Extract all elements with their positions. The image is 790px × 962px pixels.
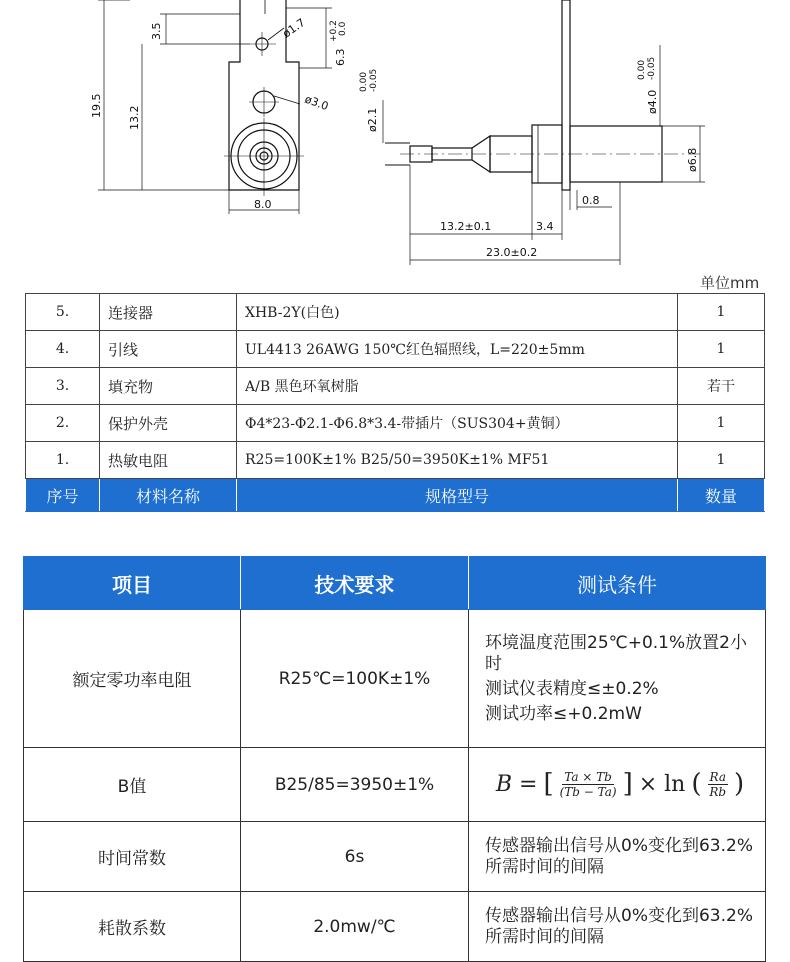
bom-table xyxy=(25,293,765,512)
dim-hole-1-7: ø1.7 xyxy=(280,15,308,41)
dim-0-8: 0.8 xyxy=(582,194,600,207)
item-requirement: R25℃=100K±1% xyxy=(241,610,469,748)
header-requirement: 技术要求 xyxy=(241,557,469,610)
dim-19-5: 19.5 xyxy=(90,93,103,118)
formula-ln: × ln xyxy=(638,772,686,797)
item-name: B值 xyxy=(24,748,241,822)
table-row xyxy=(24,610,766,748)
header-name: 材料名称 xyxy=(100,479,237,512)
unit-label: 单位mm xyxy=(700,274,760,292)
table-row xyxy=(26,331,765,368)
row-name: 填充物 xyxy=(100,368,237,405)
row-spec: UL4413 26AWG 150℃红色辐照线，L=220±5mm xyxy=(237,331,678,368)
row-spec: XHB-2Y(白色) xyxy=(237,294,678,331)
spec-header-row xyxy=(24,557,766,610)
item-condition xyxy=(469,610,766,748)
formula-denominator-2: Rb xyxy=(709,785,727,799)
dim-13-2-vertical: 13.2 xyxy=(128,105,141,130)
item-requirement: B25/85=3950±1% xyxy=(241,748,469,822)
dim-2-1-upper: 0.00 xyxy=(359,71,369,92)
table-row xyxy=(26,368,765,405)
condition-line: 测试功率≤+0.2mW xyxy=(485,703,642,724)
header-no: 序号 xyxy=(26,479,100,512)
row-qty: 1 xyxy=(678,294,765,331)
dim-13-2: 13.2±0.1 xyxy=(440,220,492,233)
condition-line: 测试仪表精度≤±0.2% xyxy=(485,678,659,699)
formula-numerator: Ta × Tb xyxy=(564,770,612,784)
row-no: 3. xyxy=(26,368,100,405)
header-spec: 规格型号 xyxy=(237,479,678,512)
dim-8-0: 8.0 xyxy=(254,198,272,211)
row-no: 5. xyxy=(26,294,100,331)
row-no: 2. xyxy=(26,405,100,442)
formula-lhs: B = xyxy=(495,772,538,797)
b-value-formula xyxy=(469,748,766,822)
row-name: 热敏电阻 xyxy=(100,442,237,479)
row-qty: 1 xyxy=(678,331,765,368)
row-name: 引线 xyxy=(100,331,237,368)
row-spec: A/B 黑色环氧树脂 xyxy=(237,368,678,405)
header-condition: 测试条件 xyxy=(469,557,766,610)
spec-table xyxy=(23,556,766,962)
condition-line: 环境温度范围25℃+0.1%放置2小时 xyxy=(485,632,747,674)
table-row xyxy=(24,892,766,962)
row-spec: Φ4*23-Φ2.1-Φ6.8*3.4-带插片（SUS304+黄铜） xyxy=(237,405,678,442)
header-item: 项目 xyxy=(24,557,241,610)
formula: B = [ $\frac{Ta \times Tb}{(Tb - Ta)}$ ] × ln ( $\frac{Ra}{Rb}$ ) xyxy=(495,769,745,799)
row-qty: 1 xyxy=(678,442,765,479)
dim-2-1-lower: -0.05 xyxy=(369,68,379,92)
dim-6-3-upper: +0.2 xyxy=(329,20,339,42)
dim-6-3-lower: 0.0 xyxy=(338,21,348,36)
header-qty: 数量 xyxy=(678,479,765,512)
item-condition: 传感器输出信号从0%变化到63.2%所需时间的间隔 xyxy=(469,892,766,962)
formula-denominator: (Tb − Ta) xyxy=(559,785,617,799)
row-qty: 若干 xyxy=(678,368,765,405)
table-row xyxy=(24,822,766,892)
item-name: 额定零功率电阻 xyxy=(24,610,241,748)
dim-3-4: 3.4 xyxy=(536,220,554,233)
table-row xyxy=(26,442,765,479)
item-name: 时间常数 xyxy=(24,822,241,892)
item-name: 耗散系数 xyxy=(24,892,241,962)
row-spec: R25=100K±1% B25/50=3950K±1% MF51 xyxy=(237,442,678,479)
formula-numerator-2: Ra xyxy=(709,770,726,784)
row-no: 4. xyxy=(26,331,100,368)
table-row xyxy=(24,748,766,822)
dim-23-0: 23.0±0.2 xyxy=(486,246,538,259)
dim-4-0-lower: -0.05 xyxy=(647,56,657,80)
technical-drawing xyxy=(0,0,790,272)
dim-4-0: ø4.0 xyxy=(646,89,659,114)
row-no: 1. xyxy=(26,442,100,479)
table-row xyxy=(26,405,765,442)
dim-6-3: 6.3 xyxy=(334,48,347,66)
row-name: 保护外壳 xyxy=(100,405,237,442)
dim-6-8: ø6.8 xyxy=(686,147,699,172)
dim-2-1: ø2.1 xyxy=(366,107,379,132)
item-requirement: 2.0mw/℃ xyxy=(241,892,469,962)
row-name: 连接器 xyxy=(100,294,237,331)
bom-header-row xyxy=(26,479,765,512)
item-requirement: 6s xyxy=(241,822,469,892)
row-qty: 1 xyxy=(678,405,765,442)
table-row xyxy=(26,294,765,331)
item-condition: 传感器输出信号从0%变化到63.2%所需时间的间隔 xyxy=(469,822,766,892)
dim-hole-3-0: ø3.0 xyxy=(302,92,331,114)
dim-3-5: 3.5 xyxy=(150,22,163,40)
dim-4-0-upper: 0.00 xyxy=(637,59,647,80)
